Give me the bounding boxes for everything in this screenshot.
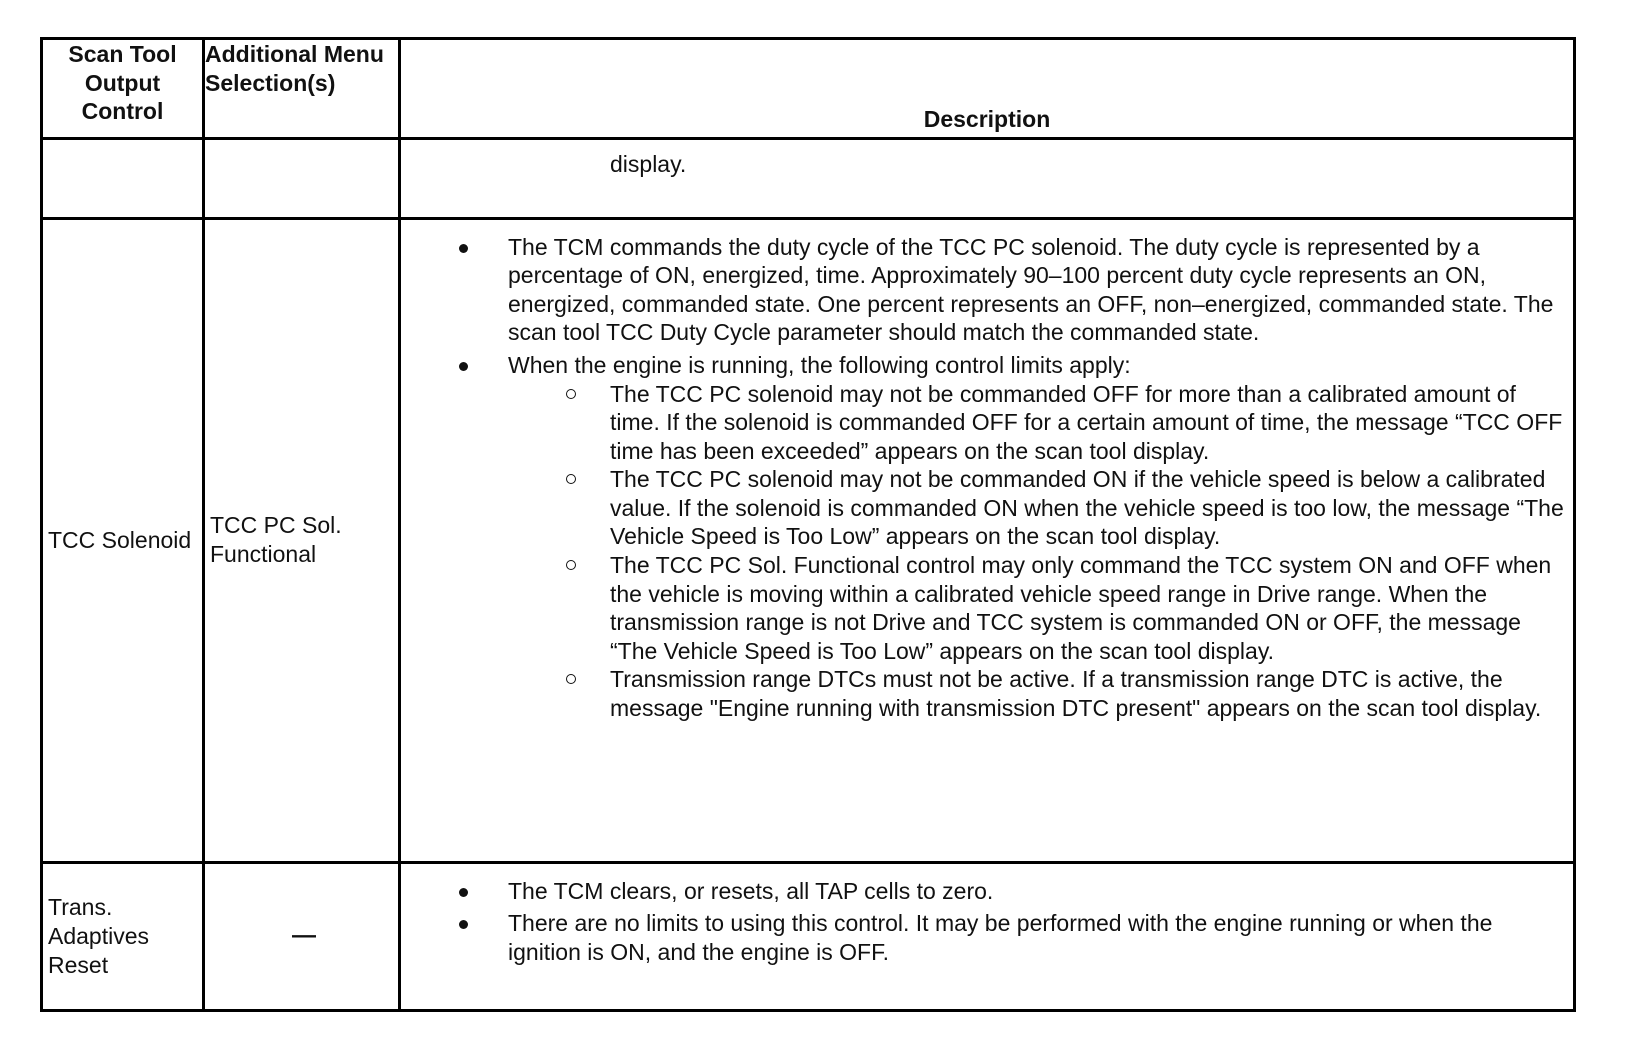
output-control-table	[40, 37, 1576, 1012]
circle-bullet-icon	[566, 560, 576, 570]
circle-bullet-icon	[566, 389, 576, 399]
trans-bullet-text: The TCM clears, or resets, all TAP cells to zero.	[508, 877, 994, 904]
header-row	[42, 39, 1575, 139]
table-row-trans-adaptives-reset	[42, 862, 1575, 1010]
tcc-bullet-text: The TCM commands the duty cycle of the TCC PC solenoid. The duty cycle is represented by a percentage of ON, energized, time. Approximately 90–100 percent duty cycle represents an ON, energized, commanded state. One percent represents an OFF, non–energized, commanded state. The scan tool TCC Duty Cycle parameter should match the commanded state.	[508, 233, 1554, 346]
trans-control-cell: Trans. Adaptives Reset	[42, 862, 204, 1010]
tcc-sub-bullet-text: Transmission range DTCs must not be active. If a transmission range DTC is active, the message "Engine running with transmission DTC present" appears on the scan tool display.	[610, 666, 1542, 722]
tcc-description-cell	[400, 218, 1575, 862]
header-description: Description	[400, 39, 1575, 139]
bullet-icon	[459, 920, 468, 929]
table-row-continuation	[42, 139, 1575, 218]
list-item	[401, 909, 1565, 966]
list-item	[401, 351, 1565, 723]
tcc-sub-bullet-text: The TCC PC solenoid may not be commanded OFF for more than a calibrated amount of time. If the solenoid is commanded OFF for a certain amount of time, the message “TCC OFF time has been exceeded” appears on the scan tool display.	[610, 380, 1563, 464]
list-item	[401, 465, 1565, 551]
trans-bullet-text: There are no limits to using this control. It may be performed with the engine running or when the ignition is ON, and the engine is OFF.	[508, 910, 1493, 965]
list-item	[401, 233, 1565, 347]
trans-description-cell	[400, 862, 1575, 1010]
continuation-text: display.	[610, 151, 687, 178]
circle-bullet-icon	[566, 474, 576, 484]
list-item	[401, 551, 1565, 665]
tcc-sub-bullet-text: The TCC PC solenoid may not be commanded ON if the vehicle speed is below a calibrated value. If the solenoid is commanded ON when the vehicle speed is too low, the message “The Vehicle Speed is Too Low” appears on the scan tool display.	[610, 466, 1564, 550]
tcc-sub-bullet-text: The TCC PC Sol. Functional control may only command the TCC system ON and OFF when the vehicle is moving within a calibrated vehicle speed range in Drive range. When the transmission range is not Drive and TCC system is commanded ON or OFF, the message “The Vehicle Speed is Too Low” appears on the scan tool display.	[610, 552, 1552, 664]
tcc-bullet-text: When the engine is running, the following control limits apply:	[508, 351, 1131, 378]
trans-bullet-list	[401, 864, 1573, 991]
list-item	[401, 380, 1565, 466]
trans-menu-cell	[204, 862, 400, 1010]
continuation-menu-cell	[204, 139, 400, 218]
list-item	[401, 665, 1565, 722]
trans-menu-dash: —	[292, 922, 316, 950]
bullet-icon	[459, 244, 468, 253]
tcc-control-cell: TCC Solenoid	[42, 218, 204, 862]
tcc-bullet-list	[401, 220, 1573, 747]
bullet-icon	[459, 888, 468, 897]
tcc-sub-list	[401, 380, 1565, 723]
circle-bullet-icon	[566, 674, 576, 684]
header-additional-menu-selections: Additional Menu Selection(s)	[204, 39, 400, 139]
bullet-icon	[459, 362, 468, 371]
continuation-description-cell	[400, 139, 1575, 218]
header-scan-tool-output-control: Scan Tool Output Control	[42, 39, 204, 139]
tcc-sub-list-wrap	[401, 380, 1565, 723]
continuation-control-cell	[42, 139, 204, 218]
list-item	[401, 877, 1565, 906]
tcc-menu-cell: TCC PC Sol. Functional	[204, 218, 400, 862]
table-row-tcc-solenoid	[42, 218, 1575, 862]
